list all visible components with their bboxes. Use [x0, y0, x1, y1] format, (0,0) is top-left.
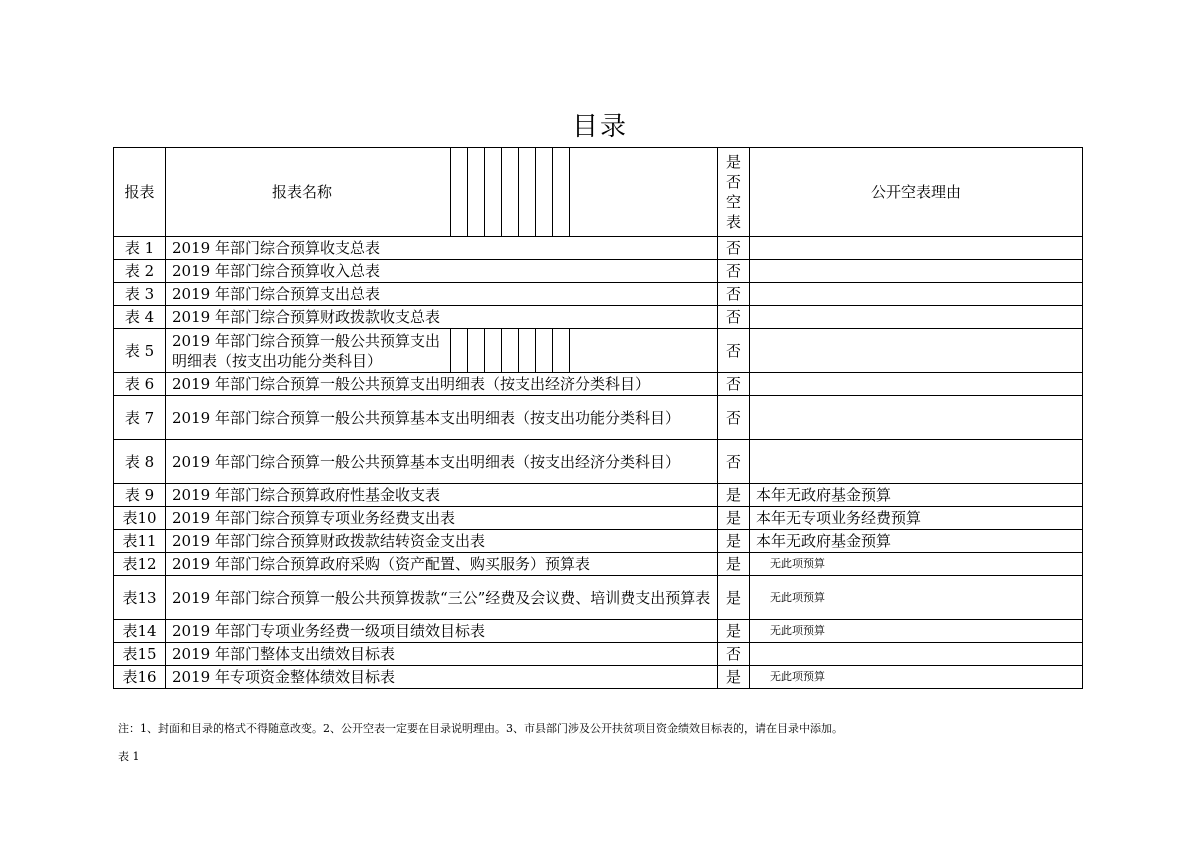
- header-no: 报表: [114, 148, 166, 237]
- row-no: 表 6: [114, 373, 166, 396]
- table-row: [114, 484, 1083, 507]
- footer-label: 表 1: [118, 750, 140, 763]
- row-name: 2019 年部门专项业务经费一级项目绩效目标表: [166, 620, 718, 643]
- table-row: [114, 530, 1083, 553]
- row-empty: 否: [718, 306, 750, 329]
- row-name: 2019 年部门整体支出绩效目标表: [166, 643, 718, 666]
- row-name: 2019 年专项资金整体绩效目标表: [166, 666, 718, 689]
- row-no: 表 5: [114, 329, 166, 373]
- row-empty: 否: [718, 440, 750, 484]
- row-reason: [750, 260, 1083, 283]
- table-row: [114, 643, 1083, 666]
- row-name: 2019 年部门综合预算一般公共预算基本支出明细表（按支出功能分类科目）: [166, 396, 718, 440]
- toc-table: [113, 147, 1083, 689]
- row-name: 2019 年部门综合预算一般公共预算支出明细表（按支出经济分类科目）: [166, 373, 718, 396]
- row-name: 2019 年部门综合预算收入总表: [166, 260, 718, 283]
- row-ruling-lines: [450, 329, 570, 372]
- table-header-row: [114, 148, 1083, 237]
- row-name: 2019 年部门综合预算政府采购（资产配置、购买服务）预算表: [166, 553, 718, 576]
- table-row: [114, 283, 1083, 306]
- row-no: 表14: [114, 620, 166, 643]
- row-no: 表 2: [114, 260, 166, 283]
- header-empty: 是 否 空 表: [718, 148, 750, 237]
- row-reason: [750, 237, 1083, 260]
- table-row: [114, 306, 1083, 329]
- row-reason: [750, 643, 1083, 666]
- header-name-cell: [166, 148, 718, 237]
- table-row: [114, 329, 1083, 373]
- row-no: 表10: [114, 507, 166, 530]
- row-no: 表11: [114, 530, 166, 553]
- table-row: [114, 373, 1083, 396]
- row-no: 表15: [114, 643, 166, 666]
- table-row: [114, 507, 1083, 530]
- row-name: 2019 年部门综合预算财政拨款结转资金支出表: [166, 530, 718, 553]
- row-empty: 否: [718, 329, 750, 373]
- row-reason: [750, 329, 1083, 373]
- row-name: 2019 年部门综合预算专项业务经费支出表: [166, 507, 718, 530]
- header-reason: 公开空表理由: [750, 148, 1083, 237]
- row-no: 表13: [114, 576, 166, 620]
- table-row: [114, 237, 1083, 260]
- row-no: 表 3: [114, 283, 166, 306]
- row-name-cell: [166, 329, 718, 373]
- table-row: [114, 576, 1083, 620]
- table-row: [114, 396, 1083, 440]
- row-empty: 是: [718, 576, 750, 620]
- row-empty: 否: [718, 283, 750, 306]
- row-empty: 否: [718, 237, 750, 260]
- row-reason: 无此项预算: [750, 576, 1083, 620]
- row-reason: [750, 283, 1083, 306]
- row-no: 表16: [114, 666, 166, 689]
- row-reason: 无此项预算: [750, 620, 1083, 643]
- row-reason: 本年无政府基金预算: [750, 484, 1083, 507]
- row-no: 表 1: [114, 237, 166, 260]
- row-no: 表 4: [114, 306, 166, 329]
- row-empty: 否: [718, 260, 750, 283]
- row-empty: 否: [718, 396, 750, 440]
- row-reason: 本年无政府基金预算: [750, 530, 1083, 553]
- row-reason: 无此项预算: [750, 666, 1083, 689]
- table-row: [114, 553, 1083, 576]
- table-row: [114, 440, 1083, 484]
- row-name: 2019 年部门综合预算财政拨款收支总表: [166, 306, 718, 329]
- row-name: 2019 年部门综合预算一般公共预算基本支出明细表（按支出经济分类科目）: [166, 440, 718, 484]
- row-no: 表 7: [114, 396, 166, 440]
- row-reason: [750, 440, 1083, 484]
- row-reason: [750, 306, 1083, 329]
- row-no: 表12: [114, 553, 166, 576]
- row-empty: 是: [718, 553, 750, 576]
- row-empty: 否: [718, 643, 750, 666]
- table-row: [114, 260, 1083, 283]
- row-reason: 无此项预算: [750, 553, 1083, 576]
- row-no: 表 8: [114, 440, 166, 484]
- row-empty: 是: [718, 484, 750, 507]
- row-no: 表 9: [114, 484, 166, 507]
- row-reason: [750, 373, 1083, 396]
- table-row: [114, 620, 1083, 643]
- table-row: [114, 666, 1083, 689]
- row-reason: 本年无专项业务经费预算: [750, 507, 1083, 530]
- row-empty: 是: [718, 507, 750, 530]
- footnote: 注：1、封面和目录的格式不得随意改变。2、公开空表一定要在目录说明理由。3、市县部门涉及公开扶贫项目资金绩效目标表的，请在目录中添加。: [118, 722, 843, 735]
- row-name: 2019 年部门综合预算政府性基金收支表: [166, 484, 718, 507]
- row-empty: 是: [718, 666, 750, 689]
- row-reason: [750, 396, 1083, 440]
- row-empty: 是: [718, 530, 750, 553]
- row-name: 2019 年部门综合预算支出总表: [166, 283, 718, 306]
- row-name: 2019 年部门综合预算收支总表: [166, 237, 718, 260]
- row-name: 2019 年部门综合预算一般公共预算拨款“三公”经费及会议费、培训费支出预算表: [166, 576, 718, 620]
- header-name: 报表名称: [272, 183, 333, 201]
- row-empty: 是: [718, 620, 750, 643]
- page-title: 目录: [571, 112, 628, 142]
- row-empty: 否: [718, 373, 750, 396]
- row-name: 2019 年部门综合预算一般公共预算支出明细表（按支出功能分类科目）: [172, 331, 440, 370]
